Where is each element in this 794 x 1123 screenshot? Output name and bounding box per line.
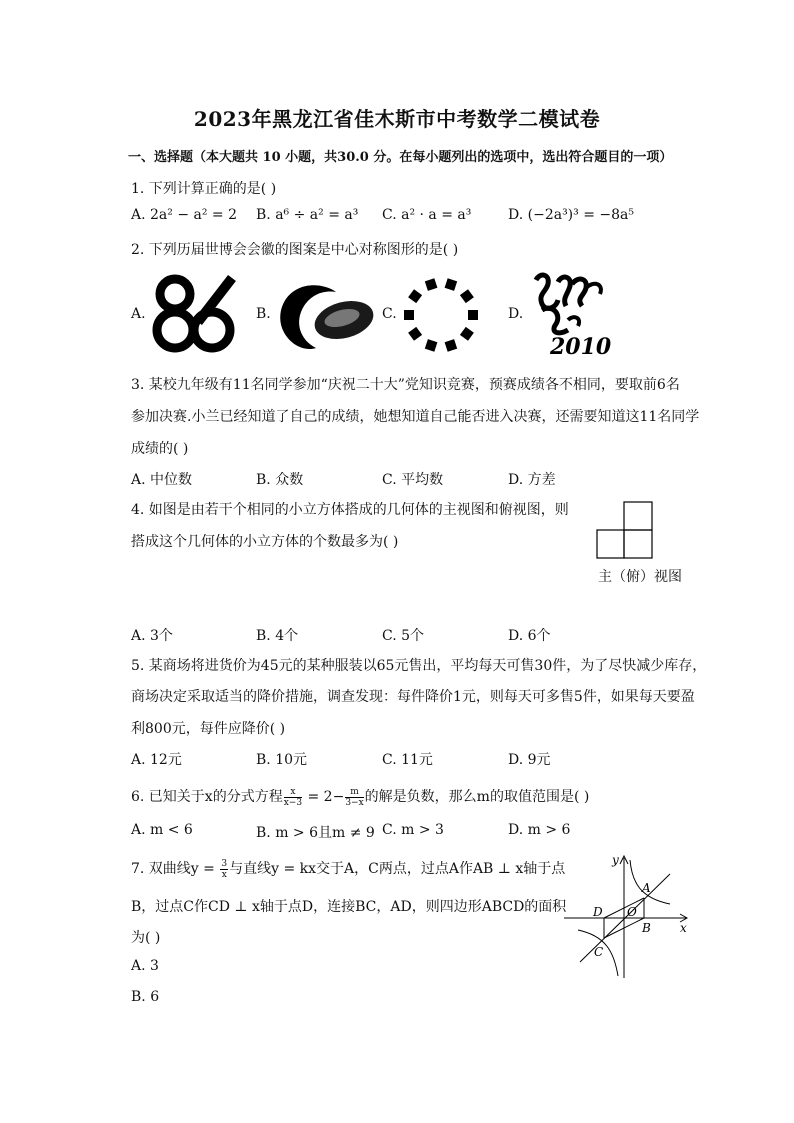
q4-option-c: C. 5个 <box>382 628 425 644</box>
q7-line-2: B，过点C作CD ⊥ x轴于点D，连接BC，AD，则四边形ABCD的面积 <box>131 899 567 915</box>
q6-option-d: D. m > 6 <box>508 822 571 838</box>
q5-option-d: D. 9元 <box>508 752 551 768</box>
q6-frac2-denominator: 3−x <box>345 797 364 808</box>
q4-option-a: A. 3个 <box>131 628 173 644</box>
q1-option-b: B. a⁶ ÷ a² = a³ <box>256 207 359 223</box>
graph-label-a: A <box>642 881 651 895</box>
q3-line-1: 3. 某校九年级有11名同学参加“庆祝二十大”党知识竞赛，预赛成绩各不相同，要取前6名 <box>131 377 680 393</box>
graph-label-c: C <box>594 945 604 959</box>
logo-c-square <box>460 327 474 341</box>
q1-option-c: C. a² · a = a³ <box>382 207 472 223</box>
q6-stem-pre: 6. 已知关于x的分式方程 <box>131 789 283 805</box>
logo-c-square <box>445 278 458 291</box>
q1-option-a: A. 2a² − a² = 2 <box>131 207 238 223</box>
q4-option-b: B. 4个 <box>256 628 299 644</box>
q6-option-a: A. m < 6 <box>131 822 193 838</box>
q6-frac1-denominator: x−3 <box>283 797 303 808</box>
logo-c-square <box>460 289 474 303</box>
q6-option-b: B. m > 6且m ≠ 9 <box>256 825 375 841</box>
q6-equation-mid: = 2− <box>303 789 345 805</box>
q3-option-c: C. 平均数 <box>382 472 444 488</box>
logo-c-square <box>445 339 458 352</box>
logo-c-square <box>408 327 422 341</box>
q7-line-3: 为( ) <box>131 930 161 946</box>
q4-line-1: 4. 如图是由若干个相同的小立方体搭成的几何体的主视图和俯视图，则 <box>131 502 569 518</box>
q6-fraction-1 <box>284 787 302 808</box>
q3-option-a: A. 中位数 <box>131 472 193 488</box>
q7-option-a: A. 3 <box>131 958 159 974</box>
q7-option-b: B. 6 <box>131 989 160 1005</box>
graph-label-b: B <box>642 921 651 935</box>
graph-label-d: D <box>593 905 603 919</box>
logo-c-square <box>425 339 438 352</box>
q7-hyperbola-graph <box>560 852 692 982</box>
q7-fraction <box>220 859 228 880</box>
q2-stem: 2. 下列历届世博会会徽的图案是中心对称图形的是( ) <box>131 242 459 258</box>
q6-option-c: C. m > 3 <box>382 822 444 838</box>
graph-label-y: y <box>612 853 619 867</box>
q5-line-3: 利800元，每件应降价( ) <box>131 721 286 737</box>
q2-label-a: A. <box>131 306 146 322</box>
q3-option-d: D. 方差 <box>508 472 556 488</box>
logo-c-square <box>468 310 478 320</box>
expo-logo-b-image <box>276 282 378 352</box>
q5-line-1: 5. 某商场将进货价为45元的某种服装以65元售出，平均每天可售30件，为了尽快减少库存， <box>131 658 707 674</box>
q4-view-diagram <box>596 501 654 559</box>
section-header: 一、选择题（本大题共 10 小题，共30.0 分。在每小题列出的选项中，选出符合题目的一项） <box>128 150 673 165</box>
expo-logo-a-image <box>150 272 240 356</box>
q1-stem: 1. 下列计算正确的是( ) <box>131 181 277 197</box>
logo-c-square <box>404 310 414 320</box>
q7-frac-numerator: 3 <box>221 858 228 869</box>
q5-line-2: 商场决定采取适当的降价措施，调查发现：每件降价1元，则每天可多售5件，如果每天要盈 <box>131 689 695 705</box>
expo-logo-c-image <box>402 276 480 354</box>
q3-line-3: 成绩的( ) <box>131 441 189 457</box>
q2-label-d: D. <box>508 306 524 322</box>
q5-option-c: C. 11元 <box>382 752 433 768</box>
q6-fraction-2 <box>345 787 363 808</box>
q6-stem-post: 的解是负数，那么m的取值范围是( ) <box>364 789 590 805</box>
logo-c-square <box>425 278 438 291</box>
q4-diagram-caption: 主（俯）视图 <box>598 569 682 585</box>
q6-frac2-numerator: m <box>345 787 363 798</box>
q7-line-1 <box>131 858 565 880</box>
q3-option-b: B. 众数 <box>256 472 304 488</box>
expo-logo-d-image <box>528 270 618 358</box>
q5-option-b: B. 10元 <box>256 752 308 768</box>
q6-stem <box>131 786 589 808</box>
q7-stem-pre: 7. 双曲线y = <box>131 861 220 877</box>
q4-line-2: 搭成这个几何体的小立方体的个数最多为( ) <box>131 534 399 550</box>
q4-option-d: D. 6个 <box>508 628 551 644</box>
q7-stem-post: 与直线y = kx交于A，C两点，过点A作AB ⊥ x轴于点 <box>229 861 566 877</box>
graph-label-x: x <box>680 921 687 935</box>
q2-label-b: B. <box>256 306 271 322</box>
q6-frac1-numerator: x <box>284 787 302 798</box>
q5-option-a: A. 12元 <box>131 752 182 768</box>
page-title: 2023年黑龙江省佳木斯市中考数学二模试卷 <box>193 107 601 131</box>
graph-label-o: O <box>627 905 637 919</box>
q1-option-d: D. (−2a³)³ = −8a⁵ <box>508 207 634 223</box>
q2-label-c: C. <box>382 306 397 322</box>
logo-d-year-text: 2010 <box>550 334 612 360</box>
logo-c-square <box>408 289 422 303</box>
q7-frac-denominator: x <box>221 869 227 880</box>
q3-line-2: 参加决赛.小兰已经知道了自己的成绩，她想知道自己能否进入决赛，还需要知道这11名同学 <box>131 409 700 425</box>
